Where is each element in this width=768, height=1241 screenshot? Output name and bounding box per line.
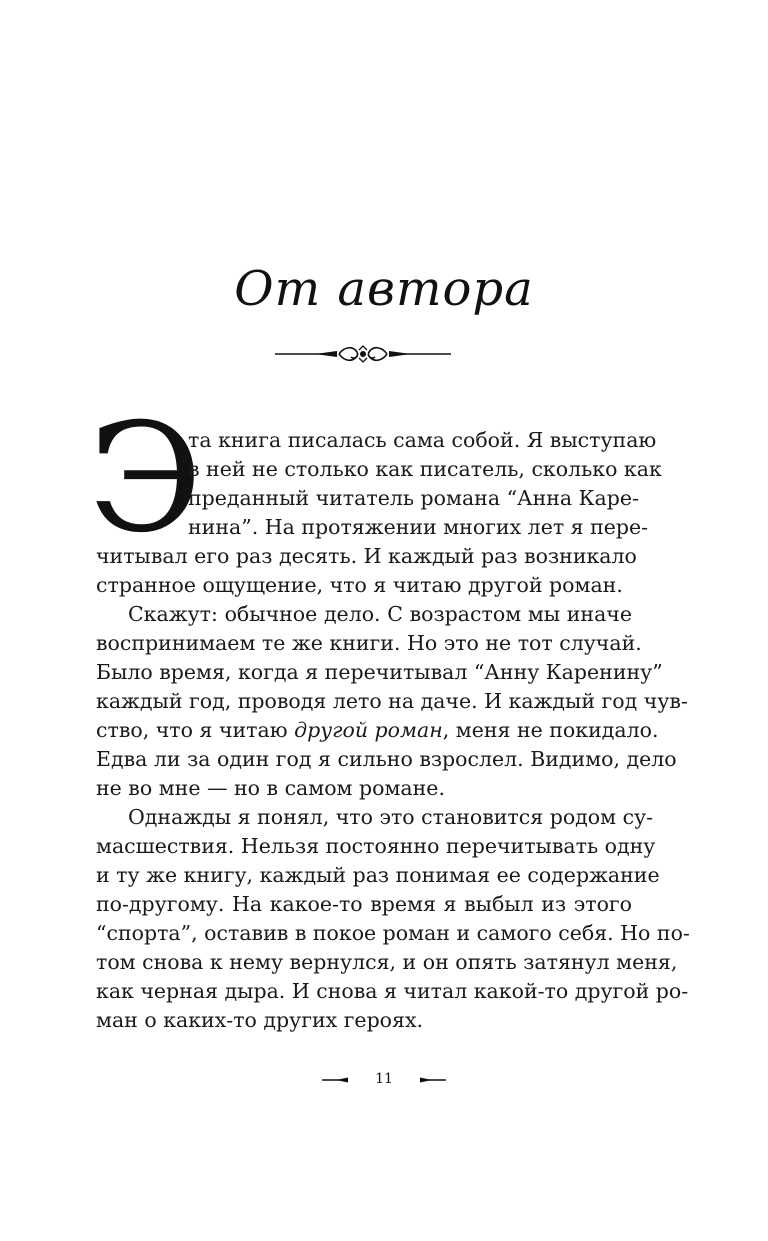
text-line: по-другому. На какое-то время я выбыл из этого [96, 892, 632, 916]
text-line: том снова к нему вернулся, и он опять затянул меня, [96, 950, 678, 974]
text-fragment: , меня не покидало. [442, 718, 659, 742]
text-line: нина”. На протяжении многих лет я пере- [188, 515, 649, 539]
text-line: странное ощущение, что я читаю другой роман. [96, 573, 623, 597]
chapter-title: От автора [234, 261, 534, 317]
drop-cap: Э [88, 392, 203, 566]
text-line: Было время, когда я перечитывал “Анну Каренину” [96, 660, 663, 684]
text-line [96, 716, 659, 744]
text-line: не во мне — но в самом романе. [96, 776, 445, 800]
text-line: Едва ли за один год я сильно взрослел. Видимо, дело [96, 747, 677, 771]
text-line: Однажды я понял, что это становится родом су- [128, 805, 654, 829]
text-line: та книга писалась сама собой. Я выступаю [188, 428, 657, 452]
text-line: преданный читатель романа “Анна Каре- [188, 486, 639, 510]
text-line: “спорта”, оставив в покое роман и самого себя. Но по- [96, 921, 690, 945]
text-line: воспринимаем те же книги. Но это не тот случай. [96, 631, 642, 655]
text-fragment: ство, что я читаю [96, 718, 288, 742]
text-line: ман о каких-то других героях. [96, 1008, 424, 1032]
text-line: масшествия. Нельзя постоянно перечитывать одну [96, 834, 656, 858]
text-line: Скажут: обычное дело. С возрастом мы иначе [128, 602, 632, 626]
emphasis-text: другой роман [294, 718, 443, 742]
text-line: в ней не столько как писатель, сколько как [188, 457, 662, 481]
title-ornament-icon [275, 342, 451, 366]
page-number: 11 [375, 1071, 393, 1087]
text-line: как черная дыра. И снова я читал какой-то другой ро- [96, 979, 689, 1003]
text-line: каждый год, проводя лето на даче. И каждый год чув- [96, 689, 688, 713]
text-line: читывал его раз десять. И каждый раз возникало [96, 544, 637, 568]
text-line: и ту же книгу, каждый раз понимая ее содержание [96, 863, 660, 887]
